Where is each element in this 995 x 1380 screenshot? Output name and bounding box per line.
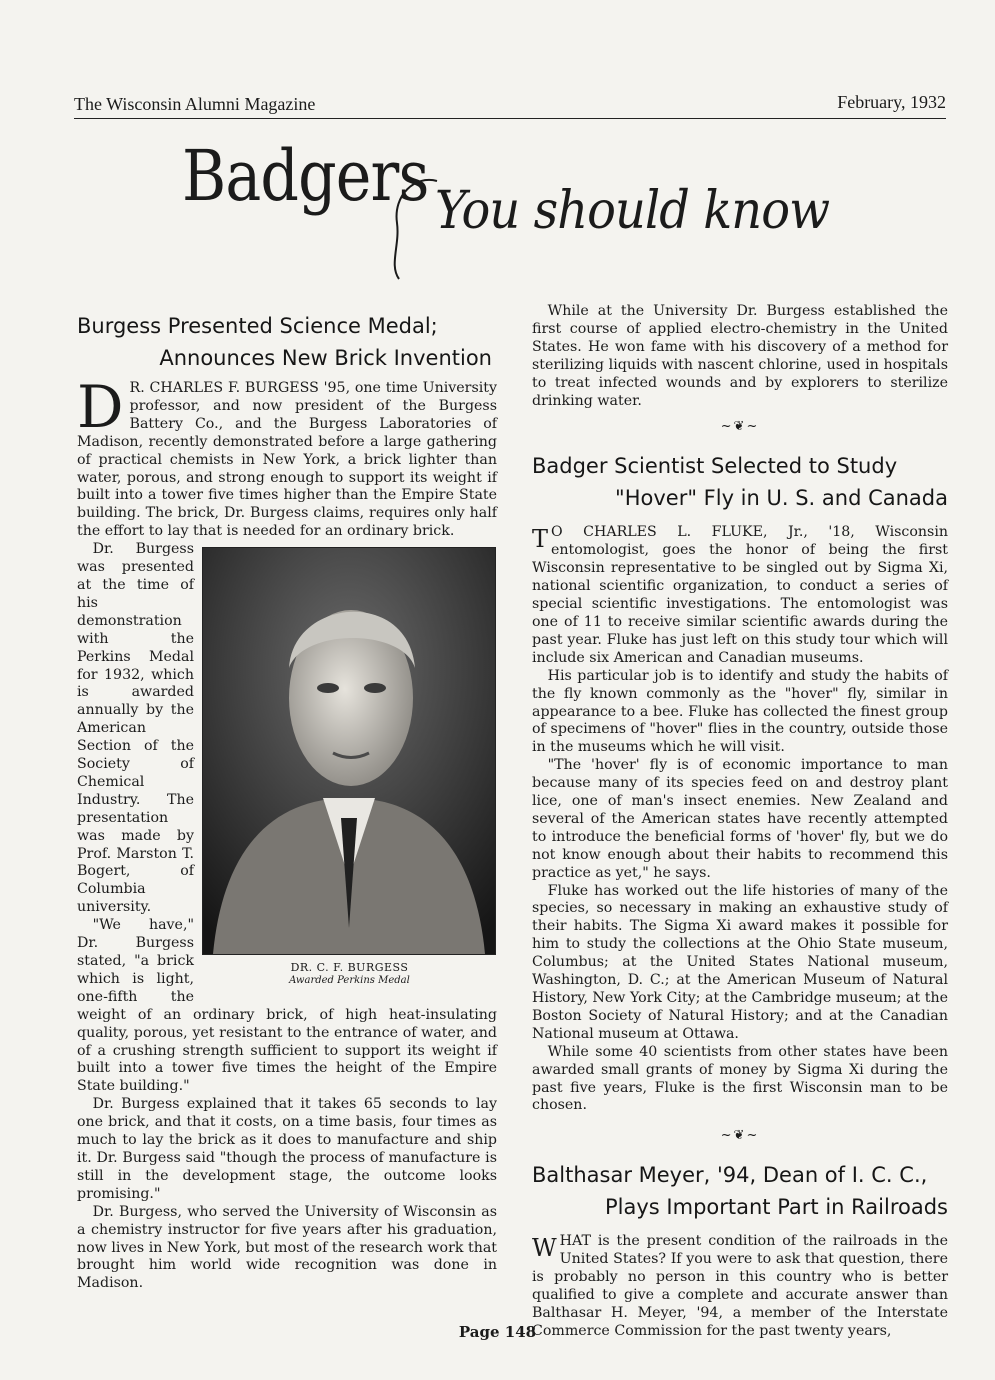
article1-paragraph: Dr. Burgess explained that it takes 65 seconds to lay one brick, and that it costs, on a time basis, four times as much to lay the brick as it does to manufacture and ship it. Dr. Burgess said "though the process of manufacture is still in the development stage, the outcome looks promising." [77, 1096, 497, 1202]
banner-badgers: Badgers [182, 135, 429, 217]
article1-continued: While at the University Dr. Burgess established the first course of applied electro-chemistry in the United States. He won fame with his discovery of a method for sterilizing liquids with nascent chlorine, used in hospitals to treat infected wounds and by explorers to sterilize drinking water. [532, 303, 948, 409]
article2-title-line2: "Hover" Fly in U. S. and Canada [615, 486, 948, 511]
article1-paragraph: Dr. Burgess, who served the University of Wisconsin as a chemistry instructor for five years after his graduation, now lives in New York, but most of the research work that brought him world wide recognition was done in Madison. [77, 1203, 497, 1292]
article1-paragraph: Dr. Burgess was presented at the time of his demonstration with the Perkins Medal for 1932, which is awarded annually by the American Section of the Society of Chemical Industry. The presentation was made by Prof. Marston T. Bogert, of Columbia university. [77, 541, 194, 916]
article3-title-line2: Plays Important Part in Railroads [605, 1195, 948, 1220]
article2-paragraph: "The 'hover' fly is of economic importance to man because many of its species feed on and destroy plant lice, one of man's insect enemies. New Zealand and several of the American states have recently attempted to introduce the beneficial forms of 'hover' fly, but we do not know enough about their habits to recommend this practice as yet," he says. [532, 757, 948, 881]
article1-title-line1: Burgess Presented Science Medal; [77, 314, 438, 338]
article2-headline [532, 450, 948, 514]
issue-date: February, 1932 [837, 92, 946, 112]
article2-dropcap: T [532, 525, 549, 554]
article1-paragraph [77, 373, 497, 541]
magazine-title: The Wisconsin Alumni Magazine [74, 94, 316, 114]
right-column [532, 303, 948, 1341]
article2-paragraph: Fluke has worked out the life histories of many of the species, so necessary in making an exhaustive study of their habits. The Sigma Xi award makes it possible for him to study the collections at the Ohio State museum, Columbus; at the United States National museum, Washington, D. C.; at the American Museum of Natural History, New York City; at the Cambridge museum; at the Boston Society of Natural History; and at the Canadian National museum at Ottawa. [532, 882, 948, 1042]
section-banner [160, 135, 880, 285]
article1-dropcap: D [77, 373, 124, 441]
running-header [74, 92, 946, 119]
photo-subcaption: Awarded Perkins Medal [289, 975, 410, 987]
article3-headline [532, 1159, 948, 1223]
article2-title-line1: Badger Scientist Selected to Study [532, 454, 898, 479]
article1-title-line2: Announces New Brick Invention [159, 346, 492, 370]
photo-caption: DR. C. F. BURGESS [290, 961, 409, 975]
article3-dropcap: W [532, 1234, 557, 1263]
left-column [77, 373, 497, 1293]
portrait-photo [202, 547, 496, 955]
article3-para1-text: HAT is the present condition of the railroads in the United States? If you were to ask that question, there is probably no person in this country who is better qualified to give a complete and accurate answer than Balthasar H. Meyer, '94, a member of the Interstate Commerce Commission for the past twenty years, [532, 1233, 948, 1339]
article2-paragraph: His particular job is to identify and study the habits of the fly known commonly as the "hover" fly, similar in appearance to a bee. Fluke has collected the finest group of specimens of "hover" flies in the country, outside those in the museums which he will visit. [532, 667, 948, 756]
article2-paragraph: While some 40 scientists from other states have been awarded small grants of money by Sigma Xi during the past five years, Fluke is the first Wisconsin man to be chosen. [532, 1043, 948, 1114]
article3-title-line1: Balthasar Meyer, '94, Dean of I. C. C., [532, 1163, 928, 1188]
portrait-illustration [203, 548, 495, 954]
article2-para1-text: O CHARLES L. FLUKE, Jr., '18, Wisconsin entomologist, goes the honor of being the first Wisconsin representative to be singled out by Sigma Xi, national scientific organization, to conduct a series of special scientific investigations. The entomologist was one of 11 to receive similar scientific awards during the past year. Fluke has just left on this study tour which will include six American and Canadian museums. [532, 524, 948, 666]
banner-you-should-know: You should know [435, 181, 830, 241]
page-number: Page 148 [458, 1323, 537, 1341]
article1-para1-text: R. CHARLES F. BURGESS '95, one time University professor, and now president of the Burgess Battery Co., and the Burgess Laboratories of Madison, recently demonstrated before a large gathering of practical chemists in New York, a brick lighter than water, porous, and strong enough to support its weight if built into a tower five times higher than the Empire State building. The brick, Dr. Burgess claims, requires only half the effort to lay that is needed for an ordinary brick. [77, 380, 497, 540]
ornament-divider: ~❦~ [720, 419, 760, 435]
article1-headline [77, 310, 492, 374]
portrait-figure [202, 547, 497, 992]
article2-paragraph [532, 524, 948, 667]
article1-paragraph: "We have," Dr. Burgess stated, "a brick which is light, one-fifth the weight of an ordinary brick, of high heat-insulating quality, porous, yet resistant to the entrance of water, and of a crushing strength sufficient to support its weight if built into a tower five times the height of the Empire State building." [77, 917, 497, 1095]
ornament-divider: ~❦~ [720, 1128, 760, 1144]
